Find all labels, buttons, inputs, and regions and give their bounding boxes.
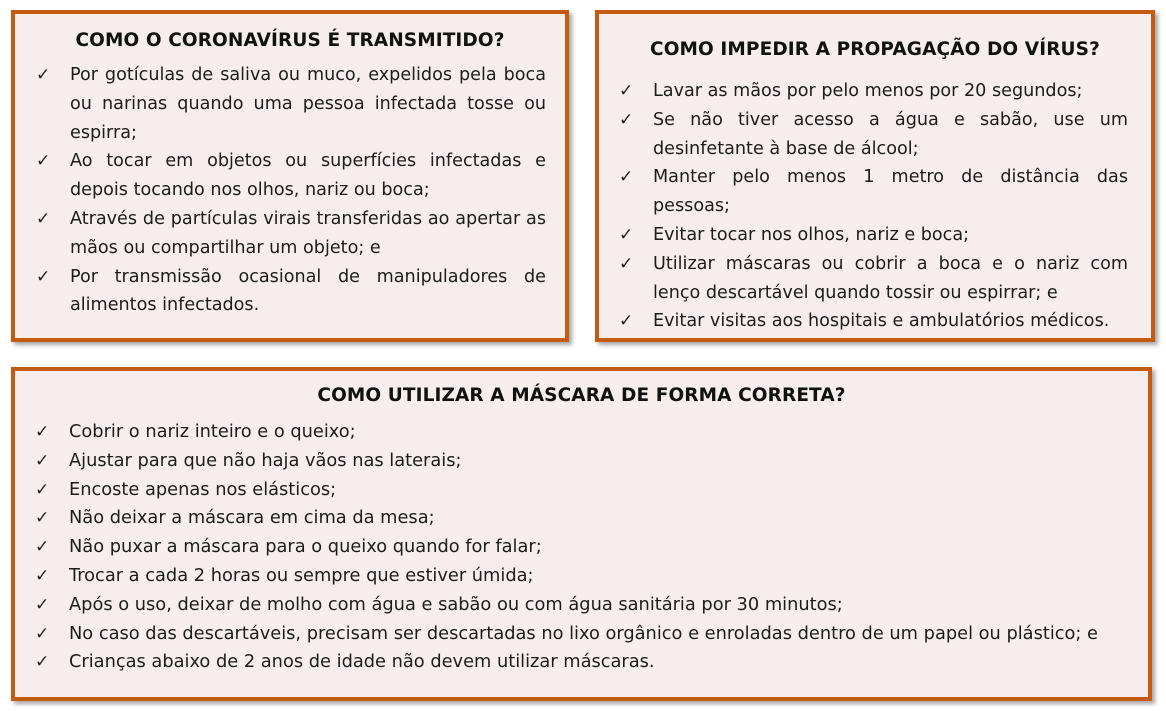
list-item: ✓ No caso das descartáveis, precisam ser descartadas no lixo orgânico e enroladas dentro de um papel ou plástico; e	[35, 620, 1128, 649]
list-item: ✓ Ao tocar em objetos ou superfícies infectadas e depois tocando nos olhos, nariz ou boca;	[36, 147, 546, 205]
transmission-title: COMO O CORONAVÍRUS É TRANSMITIDO?	[75, 30, 505, 51]
list-item: ✓ Crianças abaixo de 2 anos de idade não devem utilizar máscaras.	[35, 648, 1128, 677]
checkmark-icon: ✓	[35, 450, 50, 471]
list-item: ✓ Evitar tocar nos olhos, nariz e boca;	[619, 221, 1128, 250]
list-item: ✓ Trocar a cada 2 horas ou sempre que estiver úmida;	[35, 562, 1128, 591]
list-item: ✓ Não deixar a máscara em cima da mesa;	[35, 504, 1128, 533]
mask-box	[11, 367, 1152, 701]
checkmark-icon: ✓	[619, 167, 634, 188]
checkmark-icon: ✓	[35, 594, 50, 615]
list-item: ✓ Por gotículas de saliva ou muco, expelidos pela boca ou narinas quando uma pessoa infectada tosse ou espirra;	[36, 61, 546, 147]
mask-list	[35, 418, 1128, 677]
checkmark-icon: ✓	[619, 224, 634, 245]
prevention-title: COMO IMPEDIR A PROPAGAÇÃO DO VÍRUS?	[650, 39, 1100, 60]
list-item: ✓ Evitar visitas aos hospitais e ambulatórios médicos.	[619, 307, 1128, 336]
checkmark-icon: ✓	[35, 508, 50, 529]
list-item: ✓ Utilizar máscaras ou cobrir a boca e o nariz com lenço descartável quando tossir ou espirrar; e	[619, 250, 1128, 308]
checkmark-icon: ✓	[35, 565, 50, 586]
checkmark-icon: ✓	[619, 81, 634, 101]
list-item: ✓ Ajustar para que não haja vãos nas laterais;	[35, 447, 1128, 476]
list-item: ✓ Lavar as mãos por pelo menos por 20 segundos;	[619, 77, 1128, 106]
list-item: ✓ Encoste apenas nos elásticos;	[35, 476, 1128, 505]
mask-title: COMO UTILIZAR A MÁSCARA DE FORMA CORRETA?	[317, 385, 846, 406]
checkmark-icon: ✓	[36, 151, 51, 172]
list-item: ✓ Cobrir o nariz inteiro e o queixo;	[35, 418, 1128, 447]
checkmark-icon: ✓	[36, 208, 51, 229]
checkmark-icon: ✓	[35, 537, 50, 558]
prevention-list	[619, 77, 1128, 336]
list-item: ✓ Através de partículas virais transferidas ao apertar as mãos ou compartilhar um objeto; e	[36, 205, 546, 263]
checkmark-icon: ✓	[619, 253, 634, 274]
checkmark-icon: ✓	[35, 652, 50, 673]
checkmark-icon: ✓	[36, 65, 51, 85]
checkmark-icon: ✓	[35, 479, 50, 500]
list-item: ✓ Não puxar a máscara para o queixo quando for falar;	[35, 533, 1128, 562]
list-item: ✓ Se não tiver acesso a água e sabão, use um desinfetante à base de álcool;	[619, 106, 1128, 164]
checkmark-icon: ✓	[36, 266, 51, 287]
checkmark-icon: ✓	[619, 109, 634, 130]
transmission-box	[11, 10, 569, 342]
list-item: ✓ Manter pelo menos 1 metro de distância das pessoas;	[619, 163, 1128, 221]
checkmark-icon: ✓	[35, 422, 50, 442]
list-item: ✓ Após o uso, deixar de molho com água e sabão ou com água sanitária por 30 minutos;	[35, 591, 1128, 620]
checkmark-icon: ✓	[35, 623, 50, 644]
transmission-list	[36, 61, 546, 320]
prevention-box	[595, 10, 1155, 342]
checkmark-icon: ✓	[619, 311, 634, 332]
list-item: ✓ Por transmissão ocasional de manipuladores de alimentos infectados.	[36, 263, 546, 321]
